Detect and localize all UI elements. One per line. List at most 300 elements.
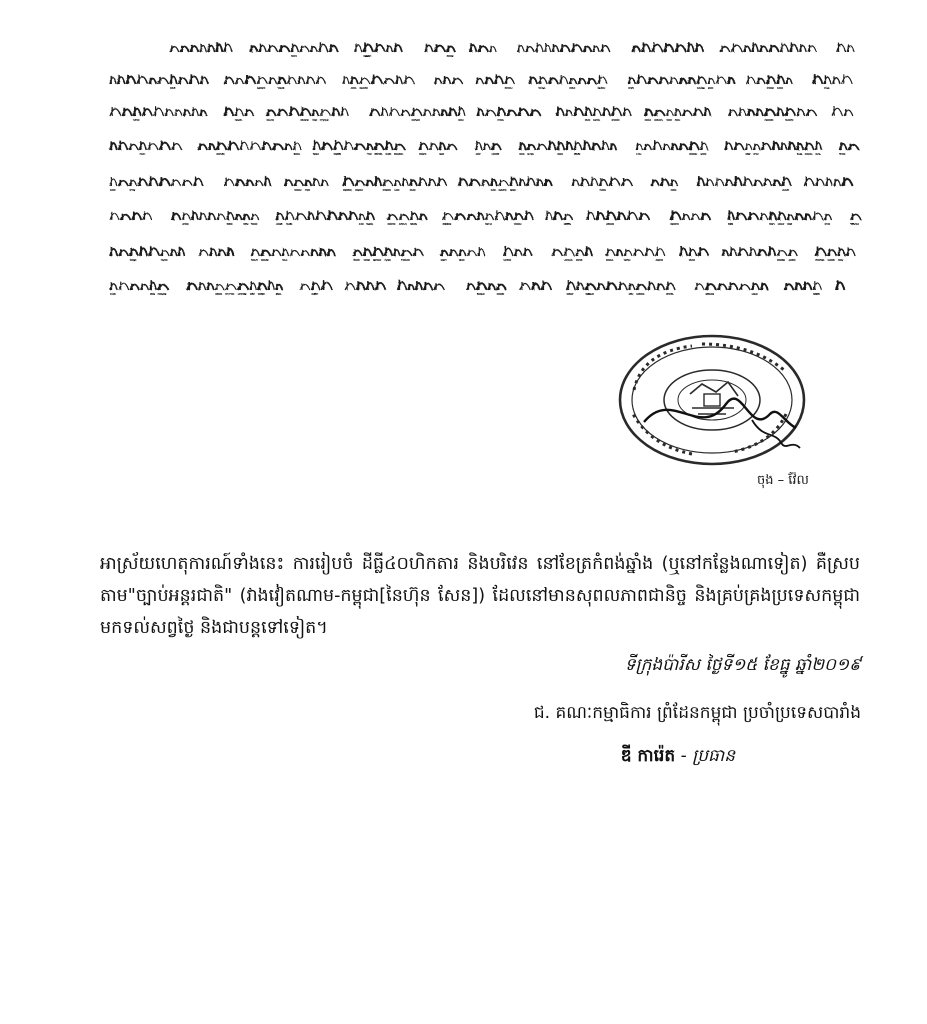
typed-glyph (394, 180, 400, 186)
typed-glyph (187, 282, 197, 290)
typed-glyph (458, 106, 465, 116)
typed-glyph (828, 249, 837, 256)
typed-glyph (490, 46, 496, 52)
typed-glyph (394, 248, 400, 256)
typed-glyph (320, 109, 331, 116)
typed-glyph (371, 75, 382, 84)
typed-glyph (285, 179, 293, 186)
typed-glyph (305, 180, 311, 186)
typed-glyph (289, 106, 299, 116)
typed-glyph (787, 214, 793, 220)
typed-glyph (697, 176, 704, 186)
typed-glyph (671, 143, 677, 150)
typed-glyph (477, 281, 487, 290)
typed-glyph (728, 77, 735, 84)
typed-glyph (738, 247, 748, 256)
typed-glyph (286, 211, 295, 220)
typed-glyph (396, 76, 402, 85)
typed-glyph (569, 78, 576, 84)
typed-glyph (235, 108, 244, 117)
typed-glyph (767, 75, 776, 84)
typed-glyph (367, 143, 373, 150)
typed-glyph (808, 45, 817, 52)
typed-glyph (624, 249, 632, 256)
typed-glyph (652, 43, 663, 53)
typed-glyph (790, 42, 798, 52)
typed-glyph (654, 110, 665, 116)
typed-glyph (238, 283, 249, 290)
typed-glyph (245, 109, 254, 116)
typed-glyph (491, 178, 497, 186)
typed-glyph (355, 143, 366, 150)
typed-glyph (477, 108, 484, 116)
typed-glyph (351, 76, 359, 84)
typed-glyph (628, 77, 635, 84)
typed-glyph (250, 141, 261, 150)
typed-glyph (762, 142, 771, 150)
typed-glyph (557, 141, 564, 150)
typed-glyph (653, 140, 662, 150)
typed-glyph (537, 143, 547, 150)
typed-glyph (224, 76, 234, 84)
typed-glyph (682, 110, 692, 116)
typed-glyph (617, 249, 623, 256)
typed-glyph (675, 44, 686, 53)
typed-glyph (537, 179, 543, 187)
typed-glyph (341, 107, 348, 116)
typed-glyph (663, 144, 670, 151)
typed-glyph (832, 76, 840, 84)
typed-glyph (683, 214, 690, 220)
typed-glyph (452, 78, 463, 84)
typed-glyph (381, 107, 388, 116)
typed-glyph (360, 77, 370, 84)
typed-glyph (376, 281, 386, 290)
typed-glyph (602, 140, 609, 150)
typed-glyph (251, 214, 259, 220)
typed-glyph (450, 249, 458, 256)
typed-glyph (110, 76, 116, 84)
typed-glyph (419, 142, 428, 150)
place-date-line: ទីក្រុងប៉ារីស ថ្ងៃទី១៥ ខែធ្នូ ឆ្នាំ២០១៩ (624, 655, 861, 675)
typed-glyph (780, 43, 788, 52)
typed-glyph (476, 78, 484, 85)
typed-glyph (765, 108, 776, 116)
typed-glyph (410, 179, 417, 186)
typed-glyph (319, 42, 328, 52)
typed-glyph (447, 144, 457, 150)
typed-glyph (246, 179, 253, 186)
typed-glyph (171, 249, 177, 256)
typed-glyph (639, 213, 649, 221)
typed-glyph (813, 74, 823, 84)
typed-glyph (308, 211, 314, 220)
closing-paragraph: អាស្រ័យហេតុការណ៍ទាំងនេះ ការរៀបចំ ដីធ្លី៤០ហិកតារ និងបរិវេន នៅខែត្រកំពង់ឆ្នាំង (ឬនៅកន្លែងណាទៀត) គឺស្របតាម"ច្បាប់អន្តរជាតិ" (វាងវៀតណាម-កម្ពុជា[នៃហ៊ុន សែន]) ដែលនៅមានសុពលភាពជានិច្ច និងគ្រប់គ្រងប្រទេសកម្ពុជា មកទល់សព្វថ្ងៃ និងជាបន្តទៅទៀត។ (100, 554, 860, 638)
typed-glyph (527, 144, 535, 150)
typed-glyph (329, 44, 338, 52)
typed-glyph (574, 141, 582, 150)
typed-glyph (200, 76, 208, 84)
typed-glyph (636, 143, 642, 150)
signature-caption: ចុង – វ៉ែល (757, 473, 809, 488)
typed-glyph (430, 143, 438, 151)
typed-glyph (587, 210, 595, 220)
typed-glyph (122, 108, 131, 116)
typed-glyph (199, 249, 209, 256)
typed-glyph (208, 212, 215, 220)
typed-glyph (552, 44, 559, 52)
typed-glyph (803, 282, 811, 290)
typed-glyph (769, 45, 779, 52)
typed-glyph (497, 107, 505, 116)
typed-glyph (691, 213, 699, 220)
typed-glyph (504, 246, 513, 256)
typed-glyph (277, 109, 287, 116)
typed-glyph (795, 213, 803, 220)
typed-glyph (236, 78, 244, 84)
typed-glyph (413, 248, 423, 256)
typed-glyph (243, 214, 250, 220)
typed-glyph (760, 213, 768, 220)
typed-glyph (797, 108, 805, 116)
typed-glyph (530, 109, 541, 116)
typed-glyph (510, 176, 518, 186)
typed-glyph (240, 140, 249, 150)
typed-glyph (332, 107, 339, 116)
typed-glyph (158, 284, 169, 290)
typed-glyph (158, 77, 169, 84)
typed-glyph (385, 247, 393, 256)
typed-glyph (370, 108, 380, 116)
typed-glyph (526, 46, 534, 52)
typed-glyph (386, 45, 392, 52)
typed-glyph (412, 108, 423, 116)
typed-glyph (394, 144, 405, 150)
typed-glyph (437, 177, 446, 186)
typed-glyph (159, 177, 170, 186)
signatory-name: ឌី ការ៉េត (620, 746, 676, 766)
typed-glyph (118, 180, 128, 186)
typed-glyph (657, 283, 665, 290)
typed-glyph (689, 248, 697, 256)
typed-glyph (804, 177, 814, 187)
typed-glyph (720, 46, 730, 52)
typed-glyph (110, 282, 117, 290)
typed-glyph (734, 176, 742, 186)
typed-glyph (606, 281, 617, 290)
typed-glyph (119, 282, 129, 290)
typed-glyph (585, 107, 592, 116)
typed-glyph (706, 178, 714, 186)
typed-glyph (666, 110, 673, 117)
typed-glyph (385, 141, 392, 150)
typed-glyph (182, 213, 190, 221)
typed-glyph (279, 45, 290, 52)
typed-glyph (404, 76, 415, 84)
typed-glyph (777, 75, 785, 85)
typed-glyph (149, 246, 160, 256)
typed-glyph (434, 44, 445, 52)
typed-glyph (485, 109, 496, 116)
typed-glyph (697, 76, 707, 85)
typed-glyph (564, 247, 574, 256)
typed-glyph (225, 283, 236, 290)
typed-glyph (301, 250, 309, 256)
typed-glyph (788, 141, 795, 150)
typed-glyph (572, 179, 579, 186)
typed-glyph (734, 142, 744, 150)
typed-glyph (469, 179, 480, 187)
typed-glyph (218, 249, 226, 256)
typed-glyph (312, 110, 318, 116)
typed-glyph (506, 212, 513, 220)
typed-glyph (189, 74, 199, 84)
typed-glyph (384, 78, 395, 84)
typed-glyph (321, 179, 328, 186)
typed-glyph (126, 75, 135, 85)
typed-glyph (359, 213, 365, 220)
typed-glyph (294, 180, 303, 186)
typed-glyph (261, 250, 271, 256)
typed-glyph (375, 43, 385, 52)
typed-glyph (118, 75, 125, 84)
typed-glyph (659, 77, 668, 84)
typed-glyph (276, 212, 284, 220)
typed-glyph (789, 250, 798, 257)
typed-glyph (272, 249, 281, 256)
typed-glyph (268, 280, 274, 290)
typed-glyph (443, 212, 454, 220)
typed-glyph (258, 282, 267, 290)
typewritten-paragraph (110, 42, 861, 294)
typed-glyph (584, 46, 592, 52)
typed-glyph (730, 247, 737, 256)
typed-glyph (132, 212, 141, 220)
typed-glyph (227, 211, 234, 220)
typed-glyph (679, 78, 686, 84)
typed-glyph (366, 180, 373, 186)
typed-glyph (743, 177, 752, 186)
typed-glyph (750, 247, 757, 256)
typed-glyph (278, 77, 286, 84)
typed-glyph (772, 141, 779, 150)
typed-glyph (316, 211, 326, 221)
typed-glyph (262, 141, 271, 150)
typed-glyph (718, 283, 728, 290)
typed-glyph (505, 76, 515, 84)
typed-glyph (478, 45, 488, 52)
official-seal (620, 336, 804, 464)
typed-glyph (424, 282, 433, 290)
typed-glyph (401, 250, 412, 256)
typed-glyph (300, 107, 310, 116)
typed-glyph (837, 42, 846, 52)
typed-glyph (121, 214, 131, 220)
typed-glyph (805, 142, 814, 150)
typed-glyph (552, 249, 563, 256)
typed-glyph (366, 281, 374, 290)
typed-glyph (541, 281, 551, 290)
typed-glyph (119, 249, 128, 256)
typed-glyph (250, 281, 256, 290)
typed-glyph (224, 42, 232, 52)
typed-glyph (744, 45, 751, 52)
typed-glyph (441, 109, 447, 116)
typed-glyph (725, 179, 732, 186)
typed-glyph (375, 176, 382, 186)
typed-glyph (585, 283, 596, 290)
typed-glyph (518, 108, 529, 117)
typed-glyph (786, 78, 792, 85)
typed-glyph (184, 109, 191, 116)
typed-glyph (805, 213, 812, 220)
typed-glyph (593, 108, 601, 116)
typed-glyph (747, 76, 756, 84)
typed-glyph (549, 77, 559, 84)
typed-glyph (519, 178, 525, 186)
scanned-letter-excerpt (0, 0, 927, 510)
typed-glyph (345, 282, 355, 290)
typed-glyph (634, 249, 644, 256)
typed-glyph (754, 180, 763, 187)
typed-glyph (632, 46, 640, 53)
typed-glyph (777, 250, 787, 256)
typed-glyph (675, 108, 681, 116)
typed-glyph (519, 142, 526, 150)
typed-glyph (215, 284, 224, 290)
typed-glyph (781, 142, 787, 150)
typed-glyph (224, 107, 233, 116)
typed-glyph (729, 282, 738, 290)
typed-glyph (670, 210, 681, 220)
typed-glyph (172, 142, 182, 150)
typed-glyph (795, 282, 802, 290)
typed-glyph (581, 177, 589, 186)
typed-glyph (190, 45, 198, 52)
typed-glyph (545, 44, 551, 53)
typed-glyph (701, 213, 710, 221)
typed-glyph (467, 214, 476, 220)
typed-glyph (622, 178, 633, 186)
typed-glyph (366, 211, 374, 220)
typed-glyph (842, 177, 853, 186)
typed-glyph (290, 249, 300, 256)
typed-glyph (171, 179, 180, 186)
typed-glyph (784, 283, 793, 290)
typed-glyph (578, 78, 586, 84)
typed-glyph (110, 177, 117, 186)
typed-glyph (458, 178, 467, 187)
typed-glyph (848, 144, 859, 150)
typed-glyph (483, 143, 490, 150)
typed-glyph (556, 107, 564, 116)
typed-glyph (596, 211, 604, 220)
typed-glyph (312, 282, 320, 291)
typed-glyph (328, 210, 338, 220)
typed-glyph (488, 283, 495, 290)
typed-glyph (651, 179, 659, 186)
typed-glyph (334, 140, 343, 150)
typed-glyph (587, 78, 596, 84)
typed-glyph (143, 211, 152, 220)
typed-glyph (838, 248, 845, 257)
typed-glyph (363, 43, 373, 52)
typed-glyph (210, 248, 217, 256)
typed-glyph (343, 176, 354, 186)
typed-glyph (228, 141, 238, 150)
typed-glyph (300, 46, 309, 53)
typed-glyph (782, 176, 791, 186)
typed-glyph (133, 107, 141, 116)
typed-glyph (728, 210, 734, 220)
typed-glyph (321, 281, 332, 291)
typed-glyph (499, 180, 509, 186)
typed-glyph (572, 43, 583, 52)
typed-glyph (434, 283, 444, 290)
typed-glyph (478, 247, 485, 256)
typed-glyph (518, 44, 525, 52)
typed-glyph (525, 211, 533, 221)
typed-glyph (577, 282, 584, 291)
typed-glyph (439, 142, 445, 150)
typed-glyph (344, 141, 353, 150)
typed-glyph (419, 177, 427, 186)
typed-glyph (192, 211, 198, 220)
typed-glyph (200, 212, 207, 220)
typed-glyph (435, 78, 442, 85)
typed-glyph (716, 75, 726, 84)
typed-glyph (313, 178, 320, 186)
typed-glyph (399, 214, 409, 220)
typed-glyph (175, 109, 182, 116)
typed-glyph (645, 108, 653, 116)
typed-glyph (748, 212, 759, 220)
typed-glyph (842, 74, 853, 84)
typed-glyph (192, 107, 199, 116)
typed-glyph (138, 178, 147, 187)
typed-glyph (130, 248, 138, 256)
typed-glyph (497, 284, 506, 290)
typed-glyph (806, 109, 816, 116)
typed-glyph (701, 141, 708, 150)
typed-glyph (110, 141, 117, 150)
typed-glyph (170, 46, 179, 53)
typed-glyph (394, 43, 402, 52)
typed-glyph (178, 247, 184, 256)
typed-glyph (180, 46, 189, 52)
typed-glyph (606, 211, 616, 221)
typed-glyph (154, 106, 164, 116)
typed-glyph (554, 211, 563, 220)
typed-glyph (250, 45, 257, 52)
typed-glyph (224, 178, 234, 186)
typed-glyph (227, 247, 233, 256)
typed-glyph (752, 42, 758, 52)
typed-glyph (671, 180, 678, 187)
typed-glyph (593, 45, 599, 52)
typed-glyph (520, 282, 530, 290)
typed-glyph (564, 214, 573, 220)
typed-glyph (478, 212, 484, 220)
typed-glyph (209, 143, 215, 150)
typed-glyph (433, 108, 440, 116)
typed-glyph (495, 74, 504, 84)
typed-glyph (566, 141, 573, 150)
typed-glyph (140, 246, 148, 256)
typed-glyph (715, 178, 724, 186)
typed-glyph (836, 280, 845, 290)
typed-glyph (560, 44, 570, 52)
